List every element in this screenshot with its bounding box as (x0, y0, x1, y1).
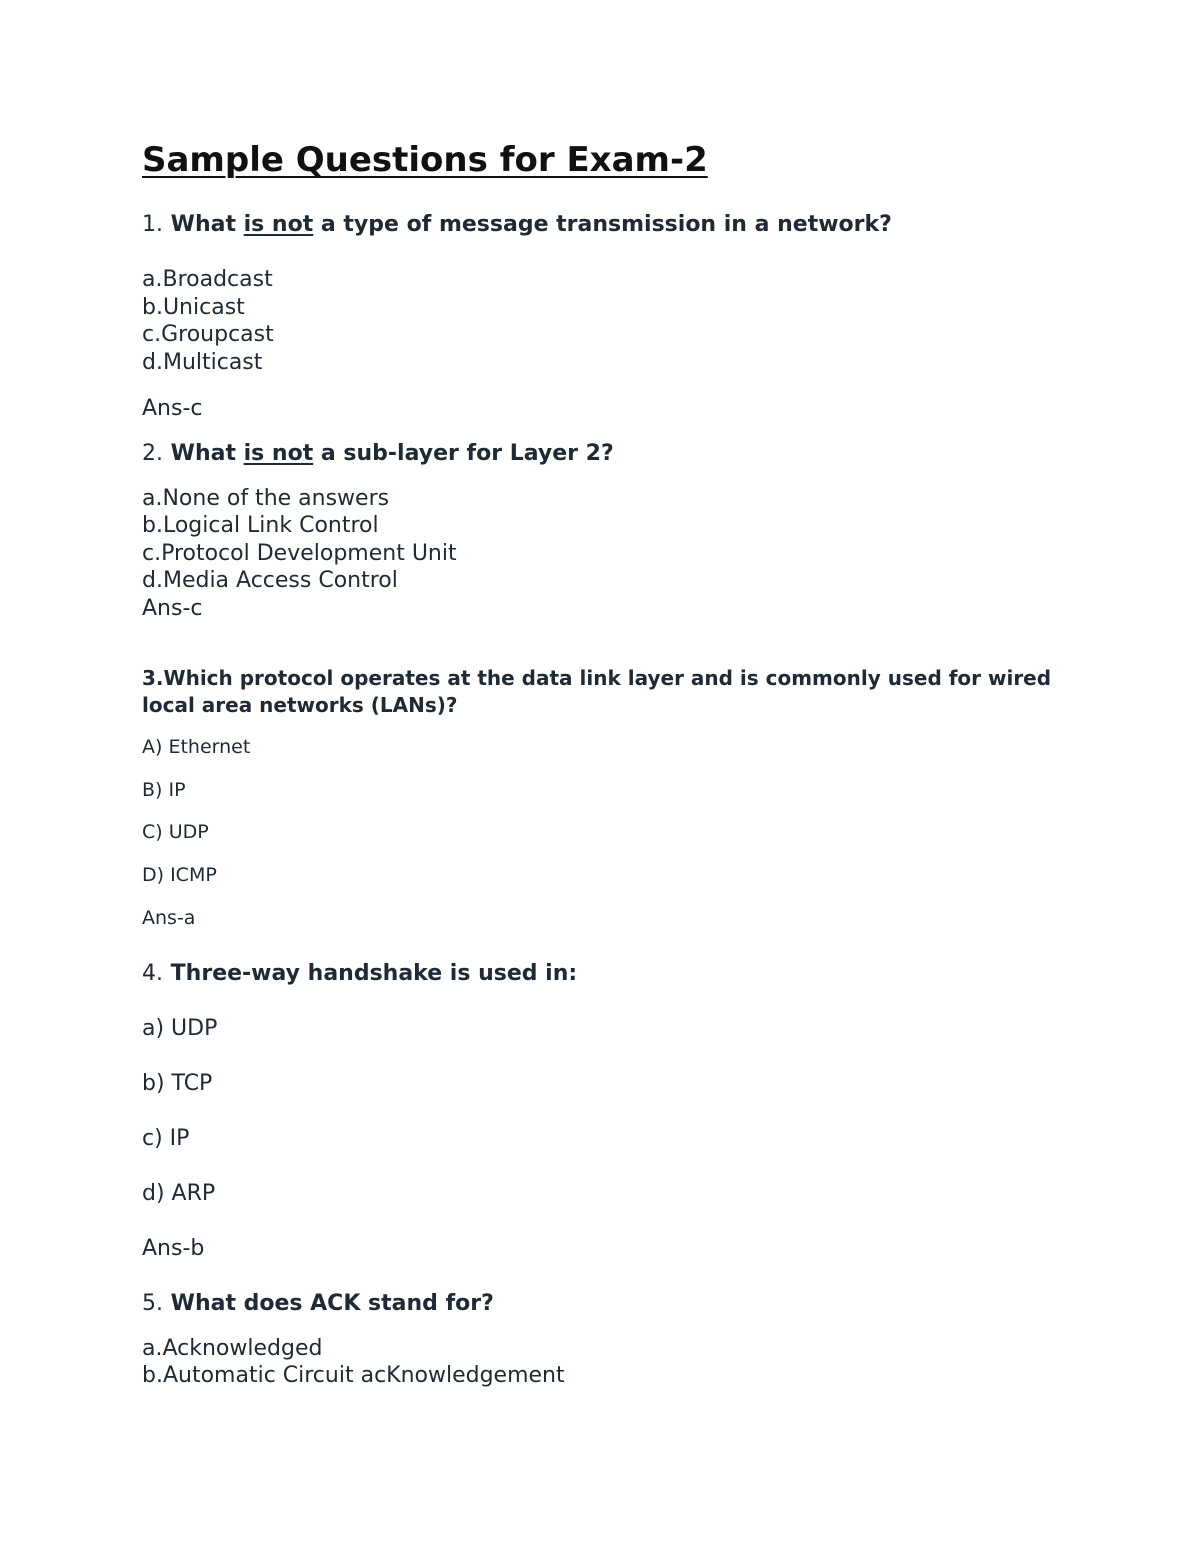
question-3 (142, 665, 1062, 719)
option-4c: c) IP (142, 1126, 190, 1151)
option-1a: a.Broadcast (142, 267, 273, 292)
question-5 (142, 1291, 494, 1316)
answer-2: Ans-c (142, 596, 203, 621)
question-1 (142, 212, 892, 237)
option-4d: d) ARP (142, 1181, 216, 1206)
option-3b: B) IP (142, 779, 186, 801)
question-text: What does ACK stand for? (170, 1291, 494, 1316)
option-4a: a) UDP (142, 1016, 218, 1041)
option-5a: a.Acknowledged (142, 1336, 323, 1361)
question-text-post: a sub-layer for Layer 2? (320, 441, 614, 466)
option-2d: d.Media Access Control (142, 568, 398, 593)
question-2 (142, 441, 614, 466)
question-number: 5. (142, 1291, 163, 1316)
question-text: Three-way handshake is used in: (170, 961, 578, 986)
answer-1: Ans-c (142, 396, 203, 421)
answer-4: Ans-b (142, 1236, 205, 1261)
option-1c: c.Groupcast (142, 322, 274, 347)
question-text: Which protocol operates at the data link layer and is commonly used for wired local area networks (LANs)? (142, 666, 1052, 717)
question-text-pre: What (170, 212, 236, 237)
question-4 (142, 961, 577, 986)
option-2b: b.Logical Link Control (142, 513, 379, 538)
question-emphasis: is not (243, 441, 314, 466)
option-5b: b.Automatic Circuit acKnowledgement (142, 1363, 565, 1388)
option-3c: C) UDP (142, 821, 209, 843)
answer-3: Ans-a (142, 907, 196, 929)
option-1b: b.Unicast (142, 295, 245, 320)
question-number: 2. (142, 441, 163, 466)
option-3d: D) ICMP (142, 864, 217, 886)
document-title: Sample Questions for Exam-2 (142, 140, 708, 180)
option-2a: a.None of the answers (142, 486, 390, 511)
option-4b: b) TCP (142, 1071, 213, 1096)
question-text-post: a type of message transmission in a network? (320, 212, 892, 237)
option-3a: A) Ethernet (142, 736, 251, 758)
option-2c: c.Protocol Development Unit (142, 541, 457, 566)
question-number: 4. (142, 961, 163, 986)
question-emphasis: is not (243, 212, 314, 237)
question-text-pre: What (170, 441, 236, 466)
question-number: 3. (142, 666, 164, 690)
question-number: 1. (142, 212, 163, 237)
option-1d: d.Multicast (142, 350, 263, 375)
